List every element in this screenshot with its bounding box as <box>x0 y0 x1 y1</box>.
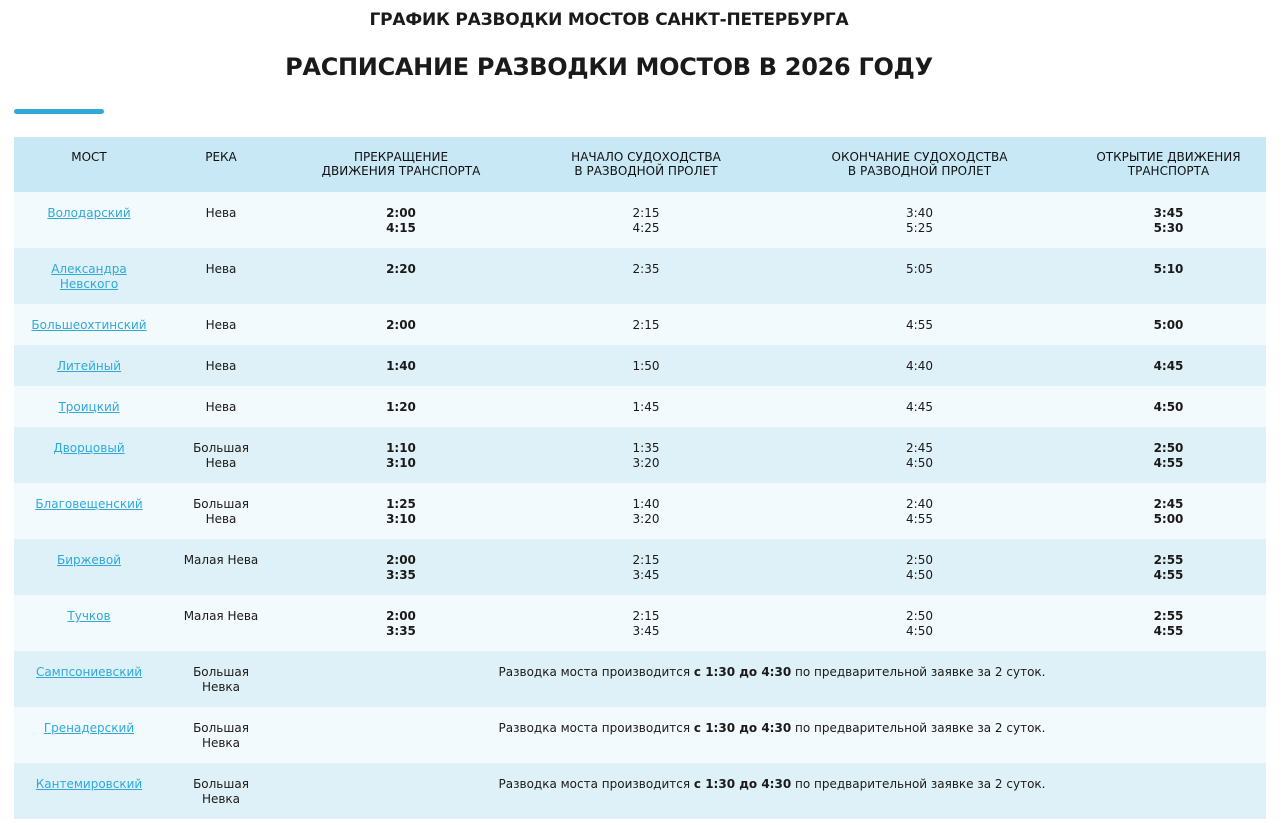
time-value: 2:00 <box>386 553 416 567</box>
river-cell <box>164 304 278 345</box>
bridge-link[interactable] <box>18 206 160 221</box>
header-label: МОСТ <box>71 150 107 164</box>
traffic-stop-cell <box>278 595 524 651</box>
time-value: 2:50 <box>1153 441 1184 455</box>
time-value: 4:40 <box>906 359 933 373</box>
header-river <box>164 137 278 192</box>
time-value: 4:45 <box>906 400 933 414</box>
time-value: 5:25 <box>906 221 933 235</box>
traffic-stop-cell <box>278 192 524 248</box>
time-value: 4:50 <box>906 568 933 582</box>
time-value: 4:50 <box>1153 400 1184 414</box>
on-request-note <box>278 707 1266 763</box>
time-value: 2:00 <box>386 318 416 332</box>
table-row <box>14 192 1266 248</box>
river-cell <box>164 427 278 483</box>
bridge-cell <box>14 386 164 427</box>
time-value: 1:10 <box>386 441 416 455</box>
river-name: Большая <box>193 665 249 679</box>
header-label: В РАЗВОДНОЙ ПРОЛЕТ <box>847 164 992 178</box>
on-request-note <box>278 763 1266 819</box>
river-name: Нева <box>205 400 237 414</box>
traffic-open-cell <box>1071 539 1266 595</box>
time-value: 4:25 <box>632 221 660 235</box>
traffic-open-cell <box>1071 483 1266 539</box>
note-time-range: с 1:30 до 4:30 <box>693 721 792 735</box>
time-value: 1:40 <box>632 497 660 511</box>
note-suffix: по предварительной заявке за 2 суток. <box>791 777 1046 791</box>
bridge-name[interactable]: Литейный <box>56 359 122 373</box>
bridge-link[interactable] <box>18 609 160 624</box>
bridge-link[interactable] <box>18 553 160 568</box>
shipping-start-cell <box>524 539 768 595</box>
river-name: Невка <box>201 736 241 750</box>
header-shipping-end <box>768 137 1071 192</box>
bridge-link[interactable] <box>18 441 160 456</box>
river-name: Нева <box>205 318 237 332</box>
time-value: 5:05 <box>906 262 933 276</box>
header-label: ТРАНСПОРТА <box>1127 164 1210 178</box>
shipping-start-cell <box>524 595 768 651</box>
bridge-name[interactable]: Володарский <box>47 206 131 220</box>
traffic-open-cell <box>1071 386 1266 427</box>
table-row <box>14 707 1266 763</box>
table-row <box>14 345 1266 386</box>
time-value: 3:45 <box>1153 206 1184 220</box>
bridge-link[interactable] <box>18 400 160 415</box>
bridge-link[interactable] <box>18 497 160 512</box>
table-row <box>14 763 1266 819</box>
time-value: 2:40 <box>906 497 933 511</box>
time-value: 1:45 <box>632 400 660 414</box>
shipping-end-cell <box>768 248 1071 304</box>
shipping-end-cell <box>768 483 1071 539</box>
shipping-end-cell <box>768 386 1071 427</box>
table-row <box>14 595 1266 651</box>
header-shipping-start <box>524 137 768 192</box>
time-value: 4:55 <box>1153 568 1184 582</box>
time-value: 4:45 <box>1153 359 1184 373</box>
traffic-stop-cell <box>278 483 524 539</box>
note-time-range: с 1:30 до 4:30 <box>693 665 792 679</box>
time-value: 3:10 <box>386 512 416 526</box>
time-value: 3:45 <box>632 624 660 638</box>
traffic-stop-cell <box>278 345 524 386</box>
header-label: ОТКРЫТИЕ ДВИЖЕНИЯ <box>1096 150 1241 164</box>
traffic-open-cell <box>1071 427 1266 483</box>
table-row <box>14 304 1266 345</box>
traffic-open-cell <box>1071 192 1266 248</box>
site-title: ГРАФИК РАЗВОДКИ МОСТОВ САНКТ-ПЕТЕРБУРГА <box>369 10 849 30</box>
table-row <box>14 427 1266 483</box>
bridge-cell <box>14 248 164 304</box>
river-name: Невка <box>201 680 241 694</box>
time-value: 2:35 <box>632 262 660 276</box>
table-header <box>14 137 1266 192</box>
time-value: 3:40 <box>906 206 933 220</box>
time-value: 2:15 <box>632 609 660 623</box>
river-cell <box>164 651 278 707</box>
title-accent-bar <box>14 109 104 114</box>
bridge-name[interactable]: Гренадерский <box>43 721 135 735</box>
time-value: 3:45 <box>632 568 660 582</box>
time-value: 3:20 <box>632 456 660 470</box>
table-row <box>14 483 1266 539</box>
shipping-end-cell <box>768 192 1071 248</box>
traffic-stop-cell <box>278 248 524 304</box>
river-name: Нева <box>205 512 237 526</box>
shipping-end-cell <box>768 427 1071 483</box>
traffic-open-cell <box>1071 304 1266 345</box>
river-cell <box>164 707 278 763</box>
note-prefix: Разводка моста производится <box>498 721 694 735</box>
bridge-cell <box>14 707 164 763</box>
time-value: 2:15 <box>632 206 660 220</box>
river-name: Нева <box>205 206 237 220</box>
river-name: Нева <box>205 359 237 373</box>
shipping-end-cell <box>768 539 1071 595</box>
bridge-cell <box>14 539 164 595</box>
table-row <box>14 248 1266 304</box>
time-value: 4:55 <box>906 512 933 526</box>
time-value: 3:10 <box>386 456 416 470</box>
header-traffic-open <box>1071 137 1266 192</box>
note-time-range: с 1:30 до 4:30 <box>693 777 792 791</box>
traffic-open-cell <box>1071 248 1266 304</box>
traffic-stop-cell <box>278 304 524 345</box>
bridge-link[interactable] <box>18 665 160 680</box>
time-value: 5:00 <box>1153 512 1184 526</box>
bridge-link[interactable] <box>18 318 160 333</box>
river-name: Большая <box>193 777 249 791</box>
river-cell <box>164 539 278 595</box>
river-cell <box>164 483 278 539</box>
bridge-cell <box>14 427 164 483</box>
bridge-schedule-table <box>14 137 1266 819</box>
river-name: Большая <box>193 721 249 735</box>
bridge-name[interactable]: Кантемировский <box>35 777 143 791</box>
header-traffic-stop <box>278 137 524 192</box>
time-value: 2:55 <box>1153 553 1184 567</box>
header-row <box>14 137 1266 192</box>
shipping-start-cell <box>524 386 768 427</box>
bridge-name[interactable]: Сампсониевский <box>35 665 143 679</box>
river-cell <box>164 248 278 304</box>
river-cell <box>164 345 278 386</box>
traffic-open-cell <box>1071 345 1266 386</box>
bridge-cell <box>14 483 164 539</box>
time-value: 2:00 <box>386 609 416 623</box>
table-row <box>14 651 1266 707</box>
shipping-start-cell <box>524 248 768 304</box>
note-prefix: Разводка моста производится <box>498 665 694 679</box>
time-value: 2:50 <box>906 609 933 623</box>
time-value: 1:40 <box>386 359 416 373</box>
bridge-link[interactable] <box>18 721 160 736</box>
traffic-stop-cell <box>278 427 524 483</box>
time-value: 5:10 <box>1153 262 1184 276</box>
time-value: 4:15 <box>386 221 416 235</box>
table-row <box>14 386 1266 427</box>
bridge-link[interactable] <box>18 262 160 292</box>
time-value: 3:20 <box>632 512 660 526</box>
time-value: 2:15 <box>632 318 660 332</box>
time-value: 3:35 <box>386 624 416 638</box>
time-value: 4:50 <box>906 624 933 638</box>
time-value: 2:45 <box>906 441 933 455</box>
note-suffix: по предварительной заявке за 2 суток. <box>791 665 1046 679</box>
header-label: НАЧАЛО СУДОХОДСТВА <box>571 150 721 164</box>
time-value: 2:20 <box>386 262 416 276</box>
time-value: 2:45 <box>1153 497 1184 511</box>
shipping-start-cell <box>524 192 768 248</box>
bridge-cell <box>14 304 164 345</box>
time-value: 4:55 <box>906 318 933 332</box>
bridge-name[interactable]: Невского <box>59 277 119 291</box>
table-body <box>14 192 1266 819</box>
time-value: 4:55 <box>1153 456 1184 470</box>
header-label: ОКОНЧАНИЕ СУДОХОДСТВА <box>831 150 1008 164</box>
traffic-open-cell <box>1071 595 1266 651</box>
page-title: РАСПИСАНИЕ РАЗВОДКИ МОСТОВ В 2026 ГОДУ <box>285 53 933 81</box>
bridge-name[interactable]: Большеохтинский <box>31 318 147 332</box>
time-value: 1:35 <box>632 441 660 455</box>
time-value: 2:15 <box>632 553 660 567</box>
time-value: 5:30 <box>1153 221 1184 235</box>
time-value: 3:35 <box>386 568 416 582</box>
time-value: 4:55 <box>1153 624 1184 638</box>
shipping-end-cell <box>768 304 1071 345</box>
header-bridge <box>14 137 164 192</box>
bridge-link[interactable] <box>18 777 160 792</box>
shipping-start-cell <box>524 345 768 386</box>
bridge-cell <box>14 192 164 248</box>
river-name: Малая Нева <box>183 609 259 623</box>
shipping-start-cell <box>524 304 768 345</box>
river-cell <box>164 192 278 248</box>
table-row <box>14 539 1266 595</box>
river-name: Большая <box>193 441 249 455</box>
bridge-link[interactable] <box>18 359 160 374</box>
bridge-name[interactable]: Троицкий <box>58 400 120 414</box>
shipping-start-cell <box>524 483 768 539</box>
time-value: 1:20 <box>386 400 416 414</box>
note-suffix: по предварительной заявке за 2 суток. <box>791 721 1046 735</box>
bridge-cell <box>14 763 164 819</box>
header-label: ДВИЖЕНИЯ ТРАНСПОРТА <box>321 164 481 178</box>
on-request-note <box>278 651 1266 707</box>
time-value: 1:25 <box>386 497 416 511</box>
river-name: Невка <box>201 792 241 806</box>
time-value: 2:00 <box>386 206 416 220</box>
bridge-cell <box>14 345 164 386</box>
bridge-name[interactable]: Биржевой <box>56 553 122 567</box>
river-name: Малая Нева <box>183 553 259 567</box>
bridge-name[interactable]: Тучков <box>67 609 111 623</box>
header-label: ПРЕКРАЩЕНИЕ <box>353 150 449 164</box>
bridge-cell <box>14 651 164 707</box>
time-value: 1:50 <box>632 359 660 373</box>
river-cell <box>164 763 278 819</box>
river-name: Нева <box>205 456 237 470</box>
bridge-cell <box>14 595 164 651</box>
bridge-name[interactable]: Благовещенский <box>35 497 143 511</box>
river-name: Нева <box>205 262 237 276</box>
bridge-name[interactable]: Александра <box>51 262 127 276</box>
shipping-end-cell <box>768 345 1071 386</box>
note-prefix: Разводка моста производится <box>498 777 694 791</box>
traffic-stop-cell <box>278 386 524 427</box>
time-value: 5:00 <box>1153 318 1184 332</box>
header-label: В РАЗВОДНОЙ ПРОЛЕТ <box>574 164 718 178</box>
river-cell <box>164 595 278 651</box>
shipping-start-cell <box>524 427 768 483</box>
traffic-stop-cell <box>278 539 524 595</box>
river-cell <box>164 386 278 427</box>
header-label: РЕКА <box>205 150 237 164</box>
time-value: 2:50 <box>906 553 933 567</box>
shipping-end-cell <box>768 595 1071 651</box>
time-value: 4:50 <box>906 456 933 470</box>
river-name: Большая <box>193 497 249 511</box>
bridge-name[interactable]: Дворцовый <box>53 441 125 455</box>
time-value: 2:55 <box>1153 609 1184 623</box>
